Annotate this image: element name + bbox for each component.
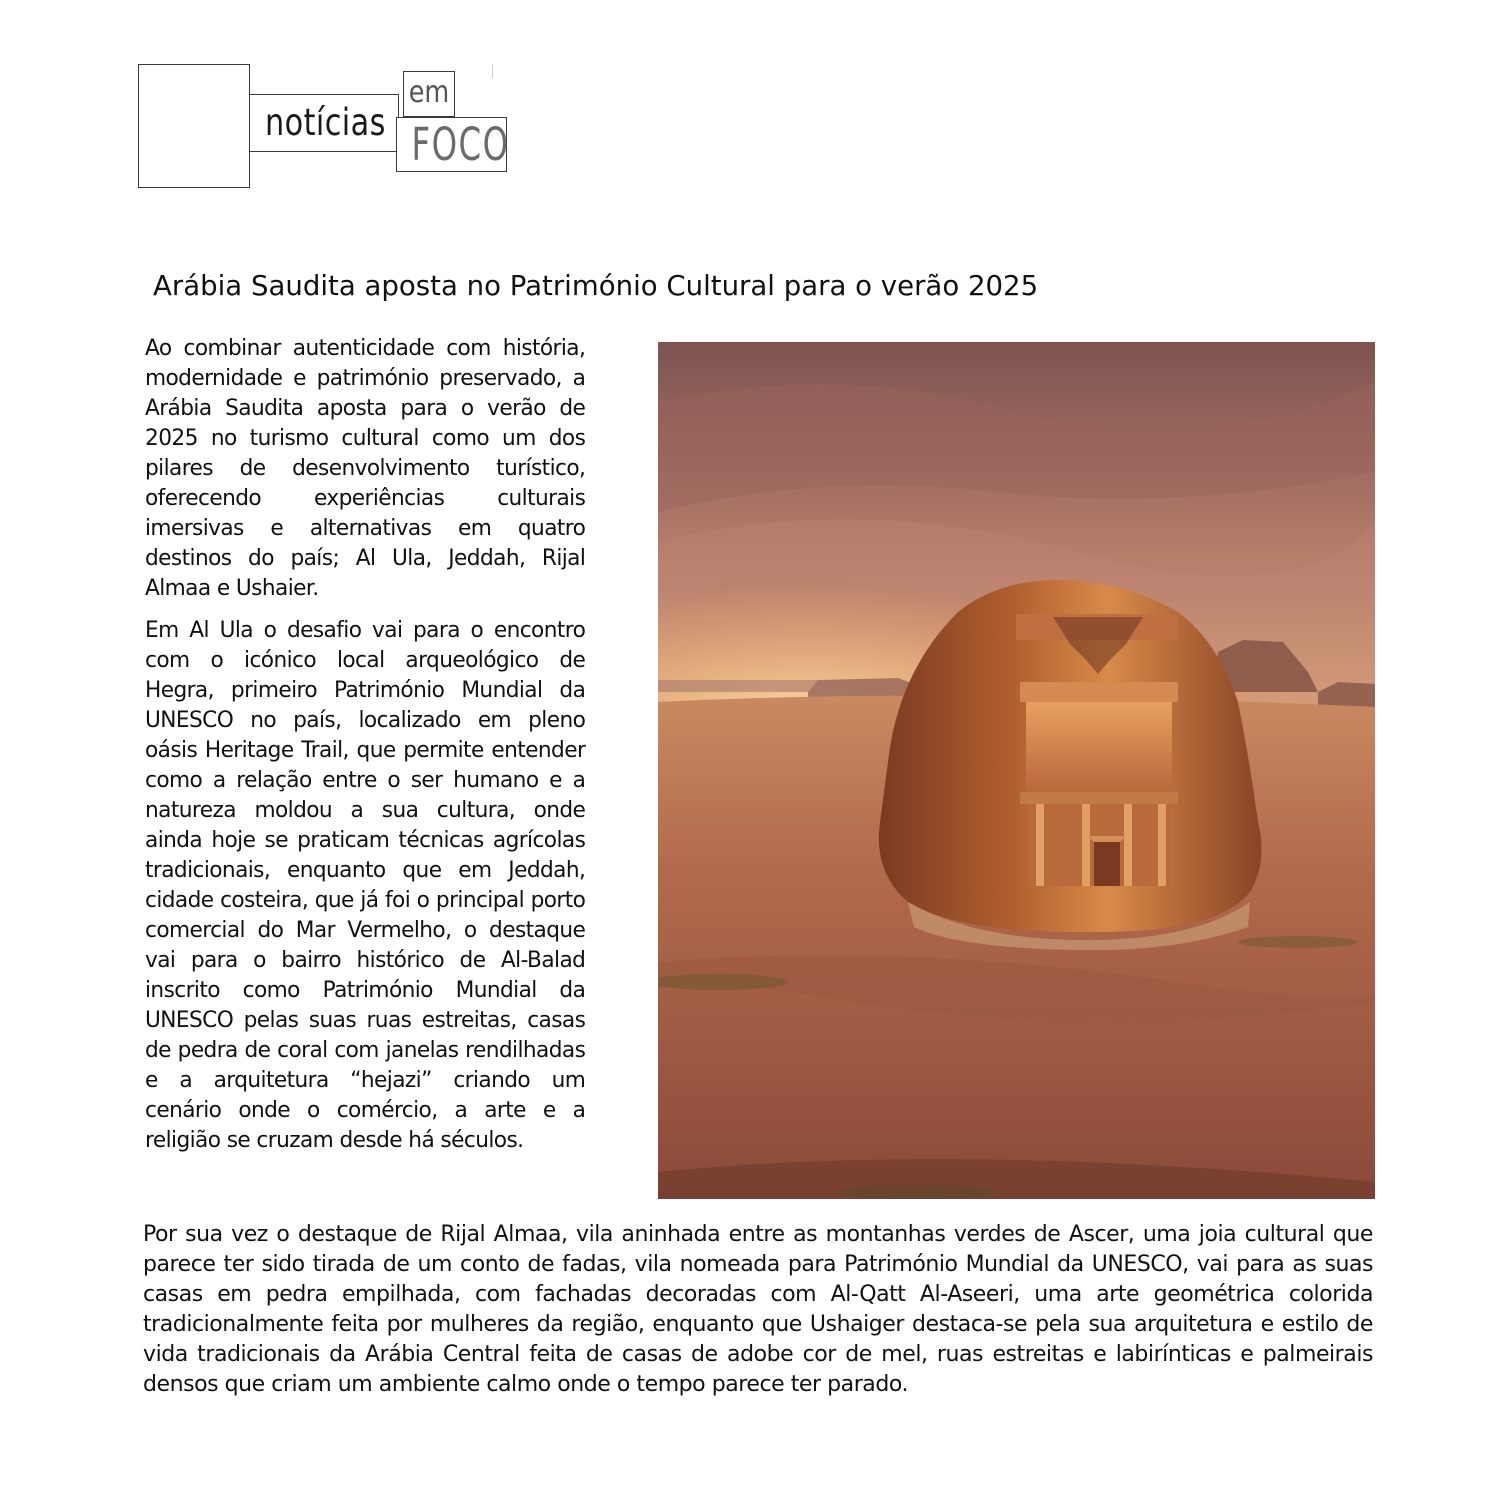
tomb-doorway (1094, 842, 1120, 886)
hegra-desert-illustration (658, 342, 1375, 1199)
logo-decoration-line (492, 64, 493, 78)
shrub-3 (838, 1185, 998, 1199)
shrub-2 (1238, 936, 1358, 948)
article-paragraph-1: Ao combinar autenticidade com história, modernidade e património preservado, a Arábia Saudita aposta para o verão de 2025 no turismo cultural como um dos pilares de desenvolvimento turístico, oferecendo experiências culturais imersivas e alternativas em quatro destinos do país; Al Ula, Jeddah, Rijal Almaa e Ushaier. (145, 336, 586, 601)
facade-upper (1026, 702, 1172, 792)
hegra-tomb-photo (658, 342, 1375, 1199)
door-pediment (1088, 836, 1126, 842)
logo-word-em: em (408, 75, 450, 110)
logo-word-noticias: notícias (264, 101, 386, 144)
facade-cornice (1020, 682, 1178, 702)
article-left-column (145, 334, 592, 1156)
horizon-haze (658, 680, 818, 692)
article-title: Arábia Saudita aposta no Património Cultural para o verão 2025 (153, 269, 1039, 302)
facade-ledge (1020, 792, 1178, 804)
pilaster-1 (1036, 804, 1044, 886)
pilaster-2 (1082, 804, 1090, 886)
pilaster-3 (1124, 804, 1132, 886)
logo-frame-large (138, 64, 250, 188)
article-paragraph-3: Por sua vez o destaque de Rijal Almaa, vila aninhada entre as montanhas verdes de Ascer, uma joia cultural que parece ter sido tirada de um conto de fadas, vila nomeada para Património Mundial da UNESCO, vai para as suas casas em pedra empilhada, com fachadas decoradas com Al-Qatt Al-Aseeri, uma arte geométrica colorida tradicionalmente feita por mulheres da região, enquanto que Ushaiger destaca-se pela sua arquitetura e estilo de vida tradicionais da Arábia Central feita de casas de adobe cor de mel, ruas estreitas e labirínticas e palmeirais densos que criam um ambiente calmo onde o tempo parece ter parado. (143, 1222, 1373, 1397)
article-paragraph-2: Em Al Ula o desafio vai para o encontro com o icónico local arqueológico de Hegra, primeiro Património Mundial da UNESCO no país, localizado em pleno oásis Heritage Trail, que permite entender como a relação entre o ser humano e a natureza moldou a sua cultura, onde ainda hoje se praticam técnicas agrícolas tradicionais, enquanto que em Jeddah, cidade costeira, que já foi o principal porto comercial do Mar Vermelho, o destaque vai para o bairro histórico de Al-Balad inscrito como Património Mundial da UNESCO pelas suas ruas estreitas, casas de pedra de coral com janelas rendilhadas e a arquitetura “hejazi” criando um cenário onde o comércio, a arte e a religião se cruzam desde há séculos. (145, 618, 586, 1153)
logo-word-foco: FOCO (411, 118, 510, 171)
pilaster-4 (1158, 804, 1166, 886)
